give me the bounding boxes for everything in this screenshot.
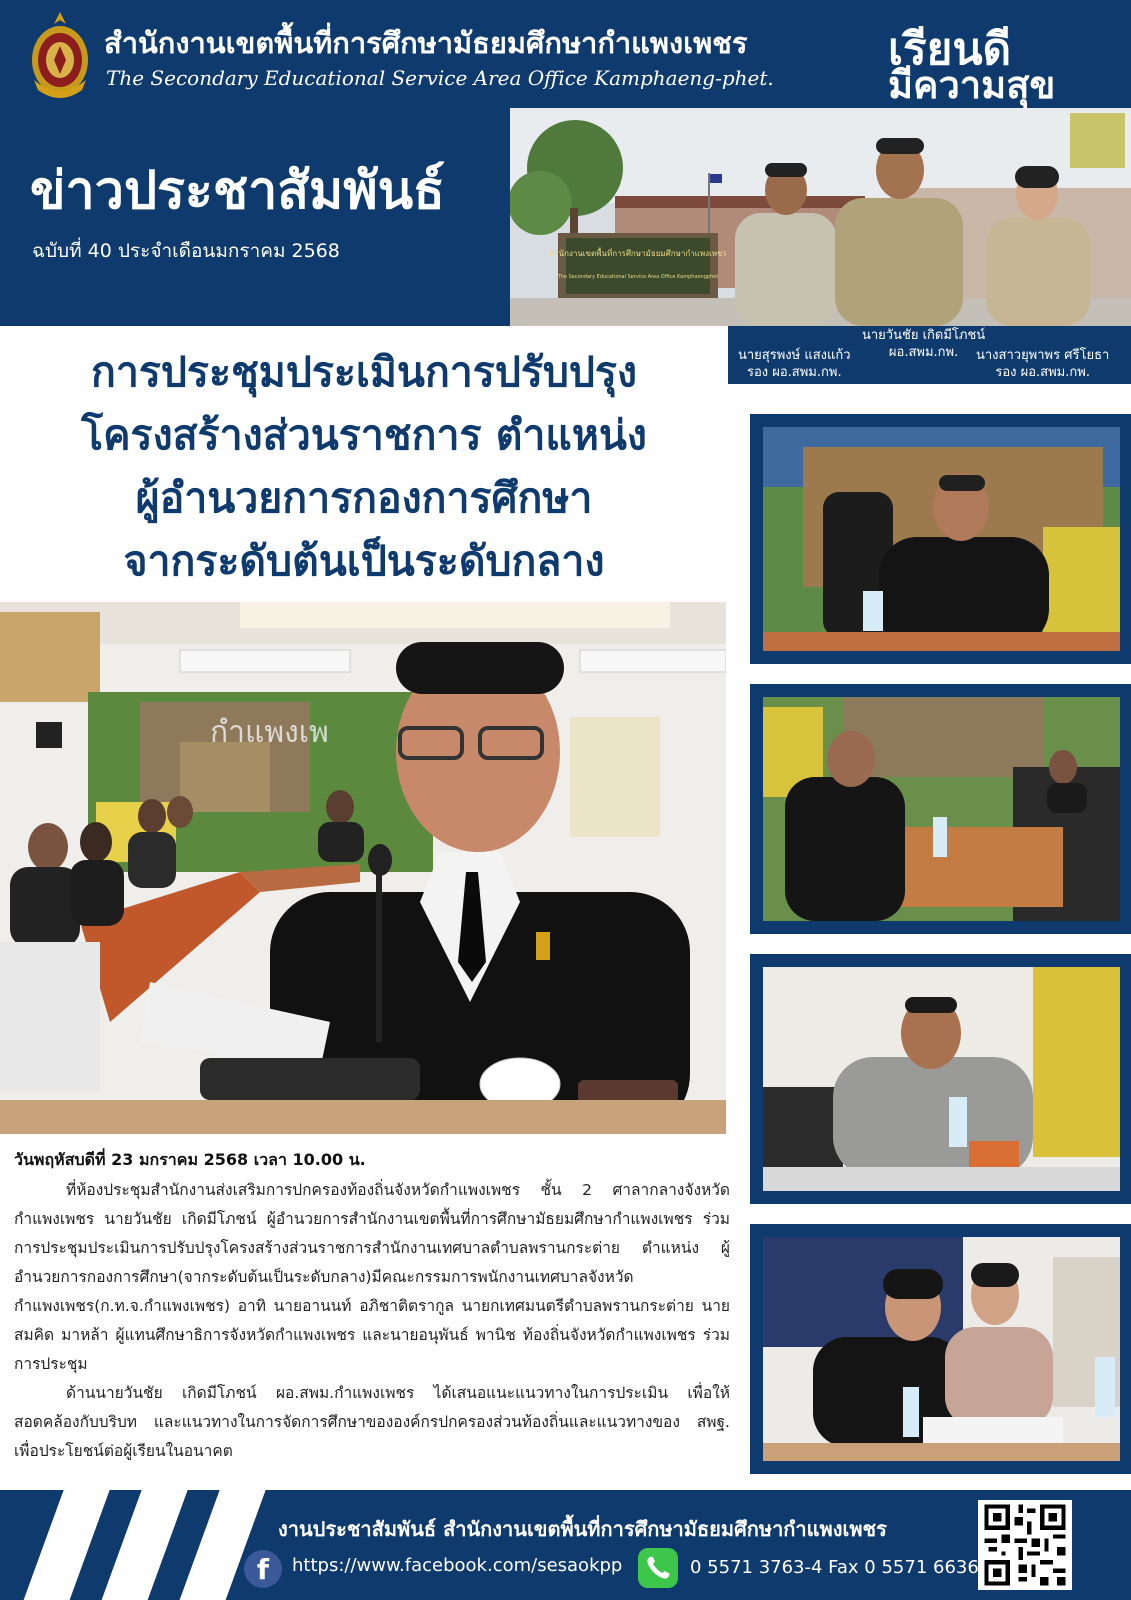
footer-stripe <box>16 1490 109 1600</box>
meeting-photo-attendees <box>763 697 1120 921</box>
executive-name: นายวันชัย เกิดมีโภชน์ <box>862 328 986 343</box>
sign-text-en: The Secondary Educational Service Area Office Kamphaengphet <box>557 274 719 280</box>
phone-icon <box>638 1548 678 1588</box>
org-name-en: The Secondary Educational Service Area Office Kamphaeng-phet. <box>106 66 774 90</box>
org-name-th: สำนักงานเขตพื้นที่การศึกษามัธยมศึกษากำแพงเพชร <box>104 26 748 60</box>
executives-photo <box>510 108 1131 326</box>
executive-name: นายสุรพงษ์ แสงแก้ว <box>738 348 851 363</box>
side-photo-frame-2 <box>750 684 1131 934</box>
phone-fax-text: 0 5571 3763-4 Fax 0 5571 6636 <box>690 1557 979 1578</box>
meeting-photo-officer <box>763 967 1120 1191</box>
slogan-line-2: มีความสุข <box>888 63 1056 107</box>
caption-executive-center <box>862 327 985 361</box>
mural-text: กำแพงเพ <box>210 715 329 750</box>
article-paragraph: ด้านนายวันชัย เกิดมีโภชน์ ผอ.สพม.กำแพงเพชร ได้เสนอแนะแนวทางในการประเมิน เพื่อให้สอดคล้องกับบริบท และแนวทางในการจัดการศึกษาขององค์กรปกครองส่วนท้องถิ่นและแนวทางของ สพฐ. เพื่อประโยชน์ต่อผู้เรียนในอนาคต <box>14 1384 730 1460</box>
executive-position: รอง ผอ.สพม.กพ. <box>995 365 1090 380</box>
main-meeting-photo <box>0 602 726 1134</box>
executive-position: รอง ผอ.สพม.กพ. <box>746 365 842 380</box>
meeting-photo-chair <box>763 427 1120 651</box>
side-photo-frame-1 <box>750 414 1131 664</box>
pr-title: ข่าวประชาสัมพันธ์ <box>30 161 445 221</box>
headline-line-4: จากระดับต้นเป็นระดับกลาง <box>123 537 605 585</box>
school-seal-icon <box>28 10 92 98</box>
headline-line-2: โครงสร้างส่วนราชการ ตำแหน่ง <box>81 411 647 459</box>
executive-name: นางสาวยุพาพร ศรีโยธา <box>976 348 1110 363</box>
slogan-line-1: เรียนดี <box>888 24 1012 75</box>
caption-executive-right <box>976 347 1109 381</box>
meeting-photo-women <box>763 1237 1120 1461</box>
facebook-link[interactable]: https://www.facebook.com/sesaokpp <box>292 1555 623 1576</box>
sign-text: สำนักงานเขตพื้นที่การศึกษามัธยมศึกษากำแพงเพชร <box>549 249 727 258</box>
facebook-icon[interactable]: f <box>244 1550 282 1588</box>
article-body <box>14 1176 730 1466</box>
footer-bar <box>0 1490 1131 1600</box>
footer-stripe <box>94 1490 187 1600</box>
side-photo-frame-3 <box>750 954 1131 1204</box>
article-date: วันพฤหัสบดีที่ 23 มกราคม 2568 เวลา 10.00 น. <box>14 1150 366 1169</box>
headline-line-1: การประชุมประเมินการปรับปรุง <box>91 348 637 396</box>
headline-line-3: ผู้อำนวยการกองการศึกษา <box>135 474 593 522</box>
caption-executive-left <box>738 347 851 381</box>
footer-title: งานประชาสัมพันธ์ สำนักงานเขตพื้นที่การศึกษามัธยมศึกษากำแพงเพชร <box>278 1517 887 1541</box>
article-paragraph: ที่ห้องประชุมสำนักงานส่งเสริมการปกครองท้องถิ่นจังหวัดกำแพงเพชร ชั้น 2 ศาลากลางจังหวัดกำแพงเพชร นายวันชัย เกิดมีโภชน์ ผู้อำนวยการสำนักงานเขตพื้นที่การศึกษามัธยมศึกษากำแพงเพชร ร่วมการประชุมประเมินการปรับปรุงโครงสร้างส่วนราชการสำนักงานเทศบาลตำบลพรานกระต่าย ตำแหน่ง ผู้อำนวยการกองการศึกษา(จากระดับต้นเป็นระดับกลาง)มีคณะกรรมการพนักงานเทศบาลจังหวัดกำแพงเพชร(ก.ท.จ.กำแพงเพชร) อาทิ นายอานนท์ อภิชาติตรากูล นายกเทศมนตรีตำบลพรานกระต่าย นายสมคิด มาหล้า ผู้แทนศึกษาธิการจังหวัดกำแพงเพชร และนายอนุพันธ์ พานิช ท้องถิ่นจังหวัดกำแพงเพชร ร่วมการประชุม <box>14 1181 730 1373</box>
side-photo-frame-4 <box>750 1224 1131 1474</box>
executive-position: ผอ.สพม.กพ. <box>888 345 959 360</box>
qr-code-icon[interactable] <box>978 1500 1072 1590</box>
issue-number: ฉบับที่ 40 ประจำเดือนมกราคม 2568 <box>32 240 340 262</box>
